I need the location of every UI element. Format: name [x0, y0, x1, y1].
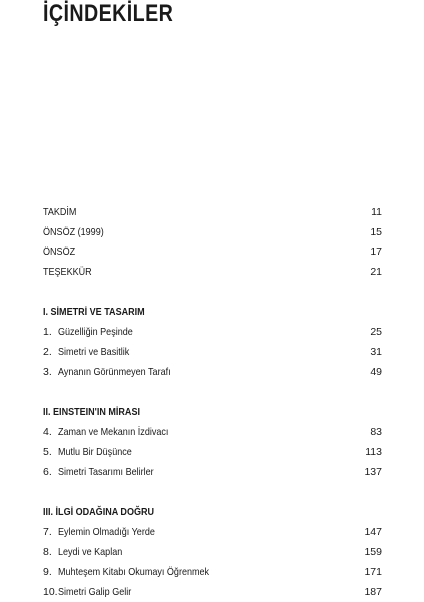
- chapter-number: 8.: [43, 546, 52, 558]
- toc-entry-page: 113: [365, 446, 382, 458]
- chapter-number: 6.: [43, 466, 52, 478]
- toc-entry-label: Eylemin Olmadığı Yerde: [58, 526, 155, 538]
- toc-entry-page: 83: [370, 426, 382, 438]
- toc-entry-dedication: [43, 202, 382, 222]
- chapter-number: 10.: [43, 586, 58, 598]
- toc-entry-page: 25: [370, 326, 382, 338]
- chapter-number: 4.: [43, 426, 52, 438]
- toc-entry-page: 49: [370, 366, 382, 378]
- section-heading: [43, 402, 382, 422]
- section-heading: [43, 502, 382, 522]
- toc-entry-page: 187: [364, 586, 382, 598]
- toc-entry-label: ÖNSÖZ (1999): [43, 226, 104, 238]
- spacer: [43, 482, 382, 502]
- chapter-number: 7.: [43, 526, 52, 538]
- section-heading-label: III. İLGİ ODAĞINA DOĞRU: [43, 506, 155, 518]
- toc-entry-chapter: [43, 322, 382, 342]
- chapter-number: 9.: [43, 566, 52, 578]
- section-heading-label: II. EINSTEIN'IN MİRASI: [43, 406, 140, 418]
- toc-entry-page: 17: [370, 246, 382, 258]
- chapter-number: 2.: [43, 346, 52, 358]
- toc-entry-label: Mutlu Bir Düşünce: [58, 446, 132, 458]
- toc-entry-label: Leydi ve Kaplan: [58, 546, 123, 558]
- toc-entry-chapter: [43, 442, 382, 462]
- toc-entry-preface: [43, 242, 382, 262]
- toc-entry-chapter: [43, 522, 382, 542]
- toc-entry-chapter: [43, 342, 382, 362]
- toc-entry-label: TAKDİM: [43, 206, 77, 218]
- toc-entry-label: Simetri Galip Gelir: [58, 586, 132, 598]
- toc-entry-page: 11: [371, 206, 382, 218]
- chapter-number: 5.: [43, 446, 52, 458]
- toc-entry-label: Aynanın Görünmeyen Tarafı: [58, 366, 171, 378]
- toc-entry-label: Zaman ve Mekanın İzdivacı: [58, 426, 169, 438]
- toc-entry-preface-1999: [43, 222, 382, 242]
- toc-entry-page: 171: [364, 566, 382, 578]
- toc-entry-acknowledgements: [43, 262, 382, 282]
- toc-entry-chapter: [43, 562, 382, 582]
- toc-entry-chapter: [43, 362, 382, 382]
- section-heading-label: I. SİMETRİ VE TASARIM: [43, 306, 145, 318]
- section-heading: [43, 302, 382, 322]
- spacer: [43, 282, 382, 302]
- toc-entry-chapter: [43, 582, 382, 602]
- toc-entry-page: 15: [370, 226, 382, 238]
- toc-entry-page: 21: [370, 266, 382, 278]
- toc-entry-page: 31: [370, 346, 382, 358]
- toc-entry-label: Muhteşem Kitabı Okumayı Öğrenmek: [58, 566, 210, 578]
- toc-entry-page: 137: [364, 466, 382, 478]
- toc-entry-label: ÖNSÖZ: [43, 246, 76, 258]
- page-title: İÇİNDEKİLER: [43, 0, 174, 27]
- table-of-contents: [43, 202, 382, 602]
- spacer: [43, 382, 382, 402]
- toc-entry-label: Güzelliğin Peşinde: [58, 326, 133, 338]
- toc-entry-label: Simetri ve Basitlik: [58, 346, 130, 358]
- toc-entry-label: Simetri Tasarımı Belirler: [58, 466, 154, 478]
- toc-entry-page: 147: [364, 526, 382, 538]
- toc-entry-chapter: [43, 422, 382, 442]
- chapter-number: 3.: [43, 366, 52, 378]
- toc-entry-chapter: [43, 542, 382, 562]
- toc-entry-chapter: [43, 462, 382, 482]
- toc-entry-page: 159: [364, 546, 382, 558]
- toc-entry-label: TEŞEKKÜR: [43, 266, 92, 278]
- chapter-number: 1.: [43, 326, 52, 338]
